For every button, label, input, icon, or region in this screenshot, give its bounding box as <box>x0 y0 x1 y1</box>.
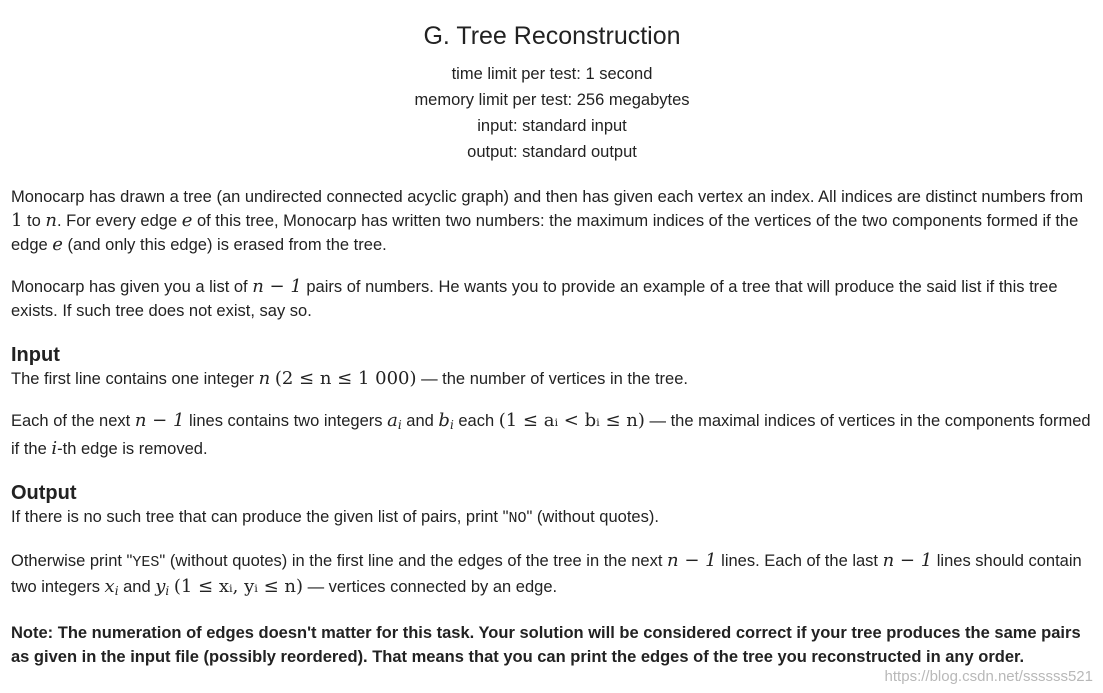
math-x-i: $x_i$ <box>104 576 119 598</box>
problem-statement <box>11 0 1093 669</box>
math-b-i: $b_i$ <box>438 410 454 432</box>
math-y-i: $y_i$ <box>155 576 170 598</box>
math-one: 1 <box>11 210 23 231</box>
legend-paragraph-1: Monocarp has drawn a tree (an undirected connected acyclic graph) and then has given each vertex an index. All indices are distinct numbers from 1 to n. For every edge e of this tree, Monocarp has written two numbers: the maximum indices of the vertices of the two components formed if the edge e (and only this edge) is erased from the tree. <box>11 188 1084 255</box>
memory-limit: memory limit per test: 256 megabytes <box>414 91 690 109</box>
input-paragraph-1: The first line contains one integer n (2 ≤ n ≤ 1 000) — the number of vertices in the tree. <box>11 368 688 389</box>
math-n: n <box>45 210 57 231</box>
code-no: NO <box>508 510 527 527</box>
math-n-minus-1: n − 1 <box>882 550 933 571</box>
math-n-minus-1: n − 1 <box>134 410 185 431</box>
watermark: https://blog.csdn.net/ssssss521 <box>884 668 1093 685</box>
math-xy-constraint: (1 ≤ xᵢ, yᵢ ≤ n) <box>173 576 304 597</box>
input-spec: input: standard input <box>477 117 627 135</box>
input-section-title: Input <box>11 344 60 366</box>
legend-paragraph-2: Monocarp has given you a list of n − 1 pairs of numbers. He wants you to provide an example of a tree that will produce the said list if this tree exists. If such tree does not exist, say so. <box>11 276 1058 320</box>
code-yes: YES <box>132 554 160 571</box>
math-e: e <box>52 234 63 255</box>
problem-title: G. Tree Reconstruction <box>423 22 681 50</box>
math-ab-constraint: (1 ≤ aᵢ < bᵢ ≤ n) <box>498 410 645 431</box>
time-limit: time limit per test: 1 second <box>451 65 653 83</box>
math-a-i: $a_i$ <box>387 410 402 432</box>
input-paragraph-2: Each of the next n − 1 lines contains two integers $a_i$ and $b_i$ each (1 ≤ aᵢ < bᵢ ≤ n) — the maximal indices of vertices in the components formed if the i-th edge is removed. <box>11 410 1091 459</box>
output-section-title: Output <box>11 482 77 504</box>
math-i: i <box>51 438 58 459</box>
output-paragraph-2: Otherwise print "YES" (without quotes) in the first line and the edges of the tree in the next n − 1 lines. Each of the last n − 1 lines should contain two integers $x_i$ and $y_i$ (1 ≤ xᵢ, yᵢ ≤ n) — vertices connected by an edge. <box>11 550 1082 598</box>
output-spec: output: standard output <box>467 143 637 161</box>
math-n-constraint: (2 ≤ n ≤ 1 000) <box>274 368 417 389</box>
output-paragraph-1: If there is no such tree that can produce the given list of pairs, print "NO" (without quotes). <box>11 508 659 527</box>
math-n-minus-1: n − 1 <box>667 550 717 571</box>
note-paragraph: Note: The numeration of edges doesn't matter for this task. Your solution will be considered correct if your tree produces the same pairs as given in the input file (possibly reordered). That means that you can print the edges of the tree you reconstructed in any order. <box>11 624 1081 666</box>
math-n-minus-1: n − 1 <box>252 276 302 297</box>
math-e: e <box>181 210 193 231</box>
math-n: n <box>258 368 271 389</box>
